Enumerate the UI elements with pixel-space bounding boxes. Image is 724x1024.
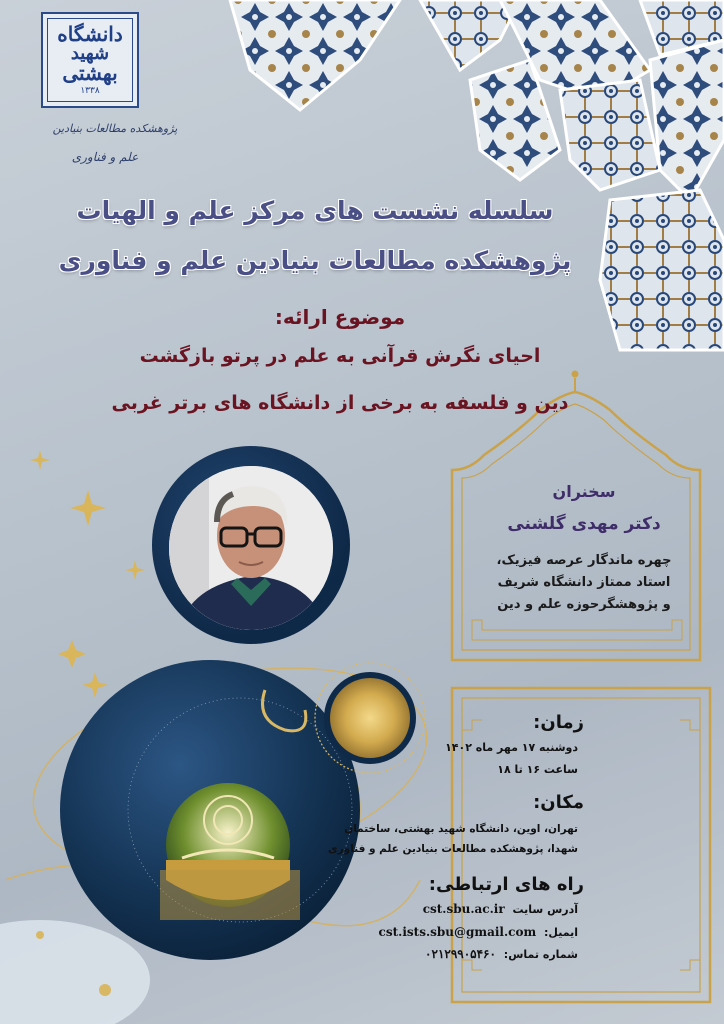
- contact-website-row: [338, 902, 578, 916]
- email-label: ایمیل:: [544, 926, 578, 939]
- website-label: آدرس سایت: [512, 903, 578, 916]
- logo-word: بهشتی: [62, 61, 118, 86]
- place-heading: مکان:: [533, 792, 584, 813]
- speaker-photo: [169, 466, 333, 630]
- phone-label: شماره تماس:: [503, 948, 578, 961]
- logo-word: دانشگاه: [57, 21, 123, 46]
- speaker-heading: سخنران: [552, 482, 616, 501]
- topic-line: احیای نگرش قرآنی به علم در پرتو بازگشت: [139, 345, 541, 367]
- speaker-portrait: [169, 466, 333, 630]
- email-link[interactable]: cst.ists.sbu@gmail.com: [378, 925, 537, 939]
- speaker-description: چهره ماندگار عرصه فیزیک،: [496, 553, 672, 568]
- website-link[interactable]: cst.sbu.ac.ir: [422, 902, 505, 916]
- event-address: تهران، اوین، دانشگاه شهید بهشتی، ساختمان: [344, 823, 578, 835]
- contact-heading: راه های ارتباطی:: [428, 874, 584, 895]
- institute-subtitle: پژوهشکده مطالعات بنیادین: [52, 122, 178, 135]
- logo-word: شهید: [70, 42, 110, 64]
- contact-email-row: [338, 925, 578, 939]
- series-title: سلسله نشست های مرکز علم و الهیات: [76, 196, 554, 225]
- contact-phone-row: [338, 947, 578, 961]
- speaker-name: دکتر مهدی گلشنی: [507, 514, 661, 534]
- pattern-shards: [230, 0, 724, 350]
- logo-year: ۱۳۳۸: [80, 86, 100, 97]
- topic-label: موضوع ارائه:: [274, 305, 406, 329]
- time-heading: زمان:: [533, 712, 584, 733]
- speaker-description: و پژوهشگرحوزه علم و دین: [497, 597, 671, 612]
- event-date: دوشنبه ۱۷ مهر ماه ۱۴۰۲: [445, 741, 578, 754]
- phone-number: ۰۲۱۲۹۹۰۵۴۶۰: [425, 947, 496, 961]
- university-logo: [41, 12, 139, 108]
- event-hours: ساعت ۱۶ تا ۱۸: [497, 763, 578, 776]
- speaker-description: استاد ممتاز دانشگاه شریف: [497, 575, 671, 590]
- institute-title: پژوهشکده مطالعات بنیادین علم و فناوری: [58, 246, 572, 275]
- institute-subtitle: علم و فناوری: [71, 150, 139, 164]
- sun-disc-icon: [315, 663, 425, 773]
- sparkles: [30, 450, 145, 698]
- event-address: شهدا، پژوهشکده مطالعات بنیادین علم و فناوری: [328, 843, 578, 855]
- logo-frame: [47, 18, 133, 102]
- topic-line: دین و فلسفه به برخی از دانشگاه های برتر غربی: [111, 392, 569, 414]
